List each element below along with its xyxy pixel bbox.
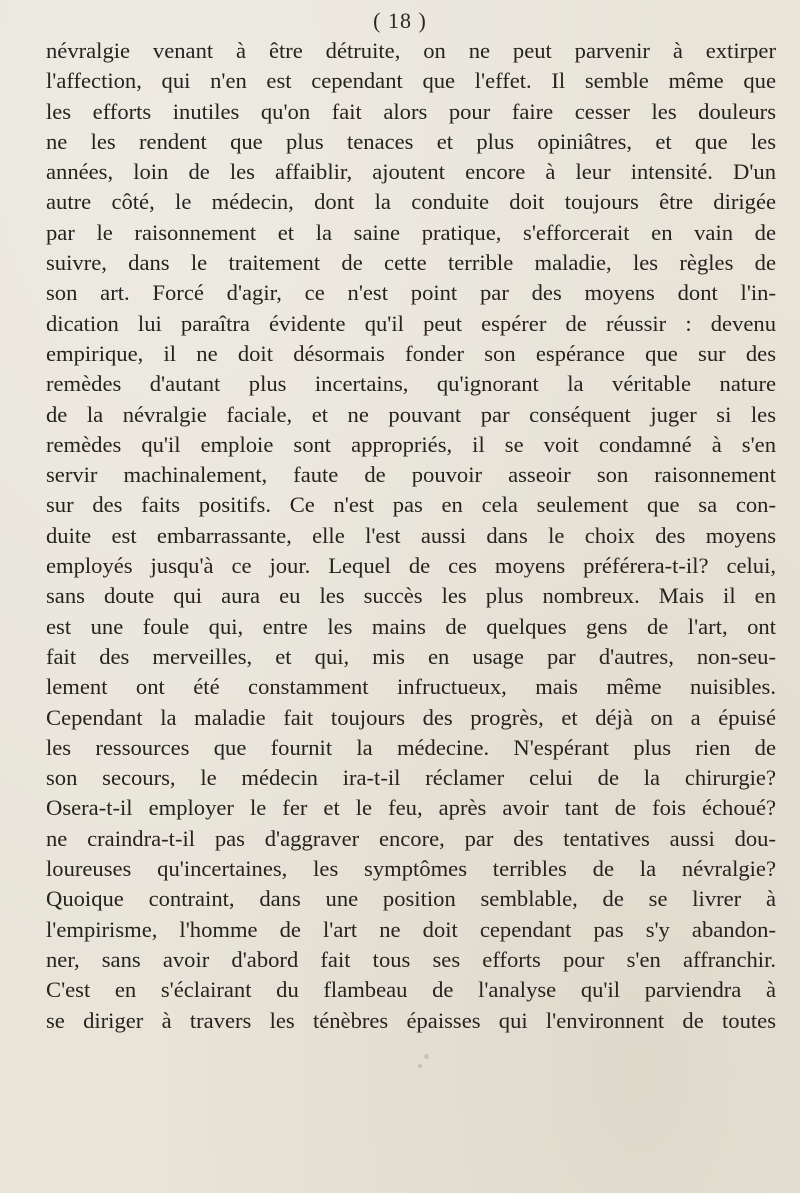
text-line: Osera-t-il employer le fer et le feu, après avoir tant de fois échoué? (46, 795, 776, 821)
page-number: ( 18 ) (373, 8, 427, 33)
text-line: dication lui paraîtra évidente qu'il peut espérer de réussir : devenu (46, 310, 776, 336)
ink-spot (424, 1054, 429, 1059)
text-line: sans doute qui aura eu les succès les plus nombreux. Mais il en (46, 583, 776, 609)
text-line: névralgie venant à être détruite, on ne peut parvenir à extirper (46, 38, 776, 63)
text-line: duite est embarrassante, elle l'est aussi dans le choix des moyens (46, 522, 776, 548)
text-line: de la névralgie faciale, et ne pouvant par conséquent juger si les (46, 401, 776, 427)
text-line: son art. Forcé d'agir, ce n'est point par des moyens dont l'in- (46, 280, 776, 306)
text-line: ne craindra-t-il pas d'aggraver encore, par des tentatives aussi dou- (46, 825, 776, 851)
text-line: fait des merveilles, et qui, mis en usage par d'autres, non-seu- (46, 643, 776, 669)
text-line: lement ont été constamment infructueux, mais même nuisibles. (46, 674, 776, 700)
text-line: se diriger à travers les ténèbres épaisses qui l'environnent de toutes (46, 1007, 776, 1033)
text-line: par le raisonnement et la saine pratique, s'efforcerait en vain de (46, 219, 776, 245)
text-line: les efforts inutiles qu'on fait alors pour faire cesser les douleurs (46, 98, 776, 124)
text-line: loureuses qu'incertaines, les symptômes terribles de la névralgie? (46, 856, 776, 882)
text-line: les ressources que fournit la médecine. N'espérant plus rien de (46, 734, 776, 760)
text-line: remèdes qu'il emploie sont appropriés, il se voit condamné à s'en (46, 431, 776, 457)
text-line: employés jusqu'à ce jour. Lequel de ces moyens préférera-t-il? celui, (46, 553, 776, 579)
text-line: remèdes d'autant plus incertains, qu'ignorant la véritable nature (46, 371, 776, 397)
text-line: l'empirisme, l'homme de l'art ne doit cependant pas s'y abandon- (46, 916, 776, 942)
text-line: Cependant la maladie fait toujours des progrès, et déjà on a épuisé (46, 704, 776, 730)
text-line: suivre, dans le traitement de cette terrible maladie, les règles de (46, 250, 776, 276)
text-line: servir machinalement, faute de pouvoir asseoir son raisonnement (46, 462, 776, 488)
text-line: C'est en s'éclairant du flambeau de l'analyse qu'il parviendra à (46, 977, 776, 1003)
text-line: Quoique contraint, dans une position semblable, de se livrer à (46, 886, 776, 912)
body-text (46, 36, 776, 1036)
text-line: sur des faits positifs. Ce n'est pas en cela seulement que sa con- (46, 492, 776, 518)
text-line: l'affection, qui n'en est cependant que l'effet. Il semble même que (46, 68, 776, 94)
text-line: est une foule qui, entre les mains de quelques gens de l'art, ont (46, 613, 776, 639)
text-line: empirique, il ne doit désormais fonder son espérance que sur des (46, 340, 776, 366)
text-line: ne les rendent que plus tenaces et plus opiniâtres, et que les (46, 128, 776, 154)
text-line: autre côté, le médecin, dont la conduite doit toujours être dirigée (46, 189, 776, 215)
text-line: son secours, le médecin ira-t-il réclamer celui de la chirurgie? (46, 765, 776, 791)
ink-spot (418, 1064, 422, 1068)
text-line: ner, sans avoir d'abord fait tous ses efforts pour s'en affranchir. (46, 946, 776, 972)
text-line: années, loin de les affaiblir, ajoutent encore à leur intensité. D'un (46, 159, 776, 185)
